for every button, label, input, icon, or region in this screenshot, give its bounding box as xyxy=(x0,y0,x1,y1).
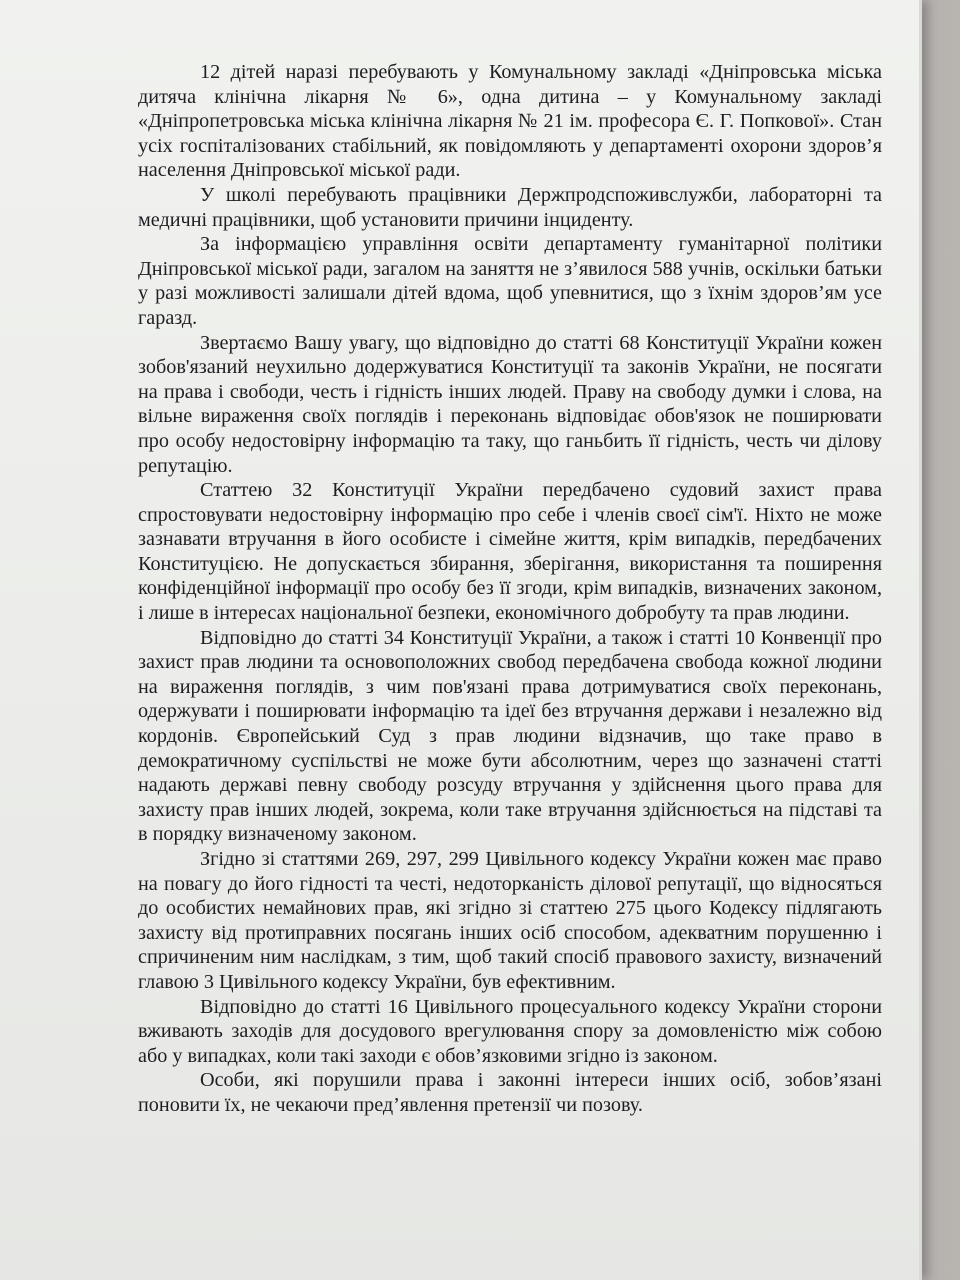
sheet-edge xyxy=(919,0,922,1280)
paragraph-article-68: Звертаємо Вашу увагу, що відповідно до статті 68 Конституції України кожен зобов'язаний неухильно додержуватися Конституції та законів України, не посягати на права і свободи, честь і гідність інших людей. Праву на свободу думки і слова, на вільне вираження своїх поглядів і переконань відповідає обов'язок не поширювати про особу недостовірну інформацію та таку, що ганьбить її гідність, честь чи ділову репутацію. xyxy=(138,331,882,477)
paragraph-absent-students: За інформацією управління освіти департаменту гуманітарної політики Дніпровської міської ради, загалом на заняття не з’явилося 588 учнів, оскільки батьки у разі можливості залишали дітей вдома, щоб упевнитися, що з їхнім здоров’ям усе гаразд. xyxy=(138,233,882,329)
paragraph-article-32: Статтею 32 Конституції України передбачено судовий захист права спростовувати недостовірну інформацію про себе і членів своєї сім'ї. Ніхто не може зазнавати втручання в його особисте і сімейне життя, крім випадків, передбачених Конституцією. Не допускається збирання, зберігання, використання та поширення конфіденційної інформації про особу без її згоди, крім випадків, визначених законом, і лише в інтересах національної безпеки, економічного добробуту та прав людини. xyxy=(138,479,882,625)
paragraph-restore-rights: Особи, які порушили права і законні інтереси інших осіб, зобов’язані поновити їх, не чекаючи пред’явлення претензії чи позову. xyxy=(138,1069,882,1116)
paragraph-hospitalized-children: 12 дітей наразі перебувають у Комунальному закладі «Дніпровська міська дитяча клінічна лікарня № 6», одна дитина – у Комунальному закладі «Дніпропетровська міська клінічна лікарня № 21 ім. професора Є. Г. Попкової». Стан усіх госпіталізованих стабільний, як повідомляють у департаменті охорони здоров’я населення Дніпровської міської ради. xyxy=(138,61,882,182)
paragraph-article-34: Відповідно до статті 34 Конституції України, а також і статті 10 Конвенції про захист прав людини та основоположних свобод передбачена свобода кожної людини на вираження поглядів, з чим пов'язані права дотримуватися своїх переконань, одержувати і поширювати інформацію та ідеї без втручання держави і незалежно від кордонів. Європейський Суд з прав людини відзначив, що таке право в демократичному суспільстві не може бути абсолютним, через що зазначені статті надають державі певну свободу розсуду втручання у здійснення цього права для захисту прав інших людей, зокрема, коли таке втручання здійснюється на підставі та в порядку визначеному законом. xyxy=(138,626,882,846)
paragraph-civil-code: Згідно зі статтями 269, 297, 299 Цивільного кодексу України кожен має право на повагу до його гідності та честі, недоторканість ділової репутації, що відносяться до особистих немайнових прав, які згідно зі статтею 275 цього Кодексу підлягають захисту від протиправних посягань інших осіб способом, адекватним порушенню і спричиненим ним наслідкам, з тим, щоб такий спосіб правового захисту, визначений главою 3 Цивільного кодексу України, був ефективним. xyxy=(138,848,882,993)
paragraph-school-investigation: У школі перебувають працівники Держпродспоживслужби, лабораторні та медичні працівники, щоб установити причини інциденту. xyxy=(138,183,882,231)
paragraph-civil-procedure: Відповідно до статті 16 Цивільного процесуального кодексу України сторони вживають заходів для досудового врегулювання спору за домовленістю між собою або у випадках, коли такі заходи є обов’язковими згідно із законом. xyxy=(138,995,882,1067)
document-body xyxy=(138,60,882,1118)
